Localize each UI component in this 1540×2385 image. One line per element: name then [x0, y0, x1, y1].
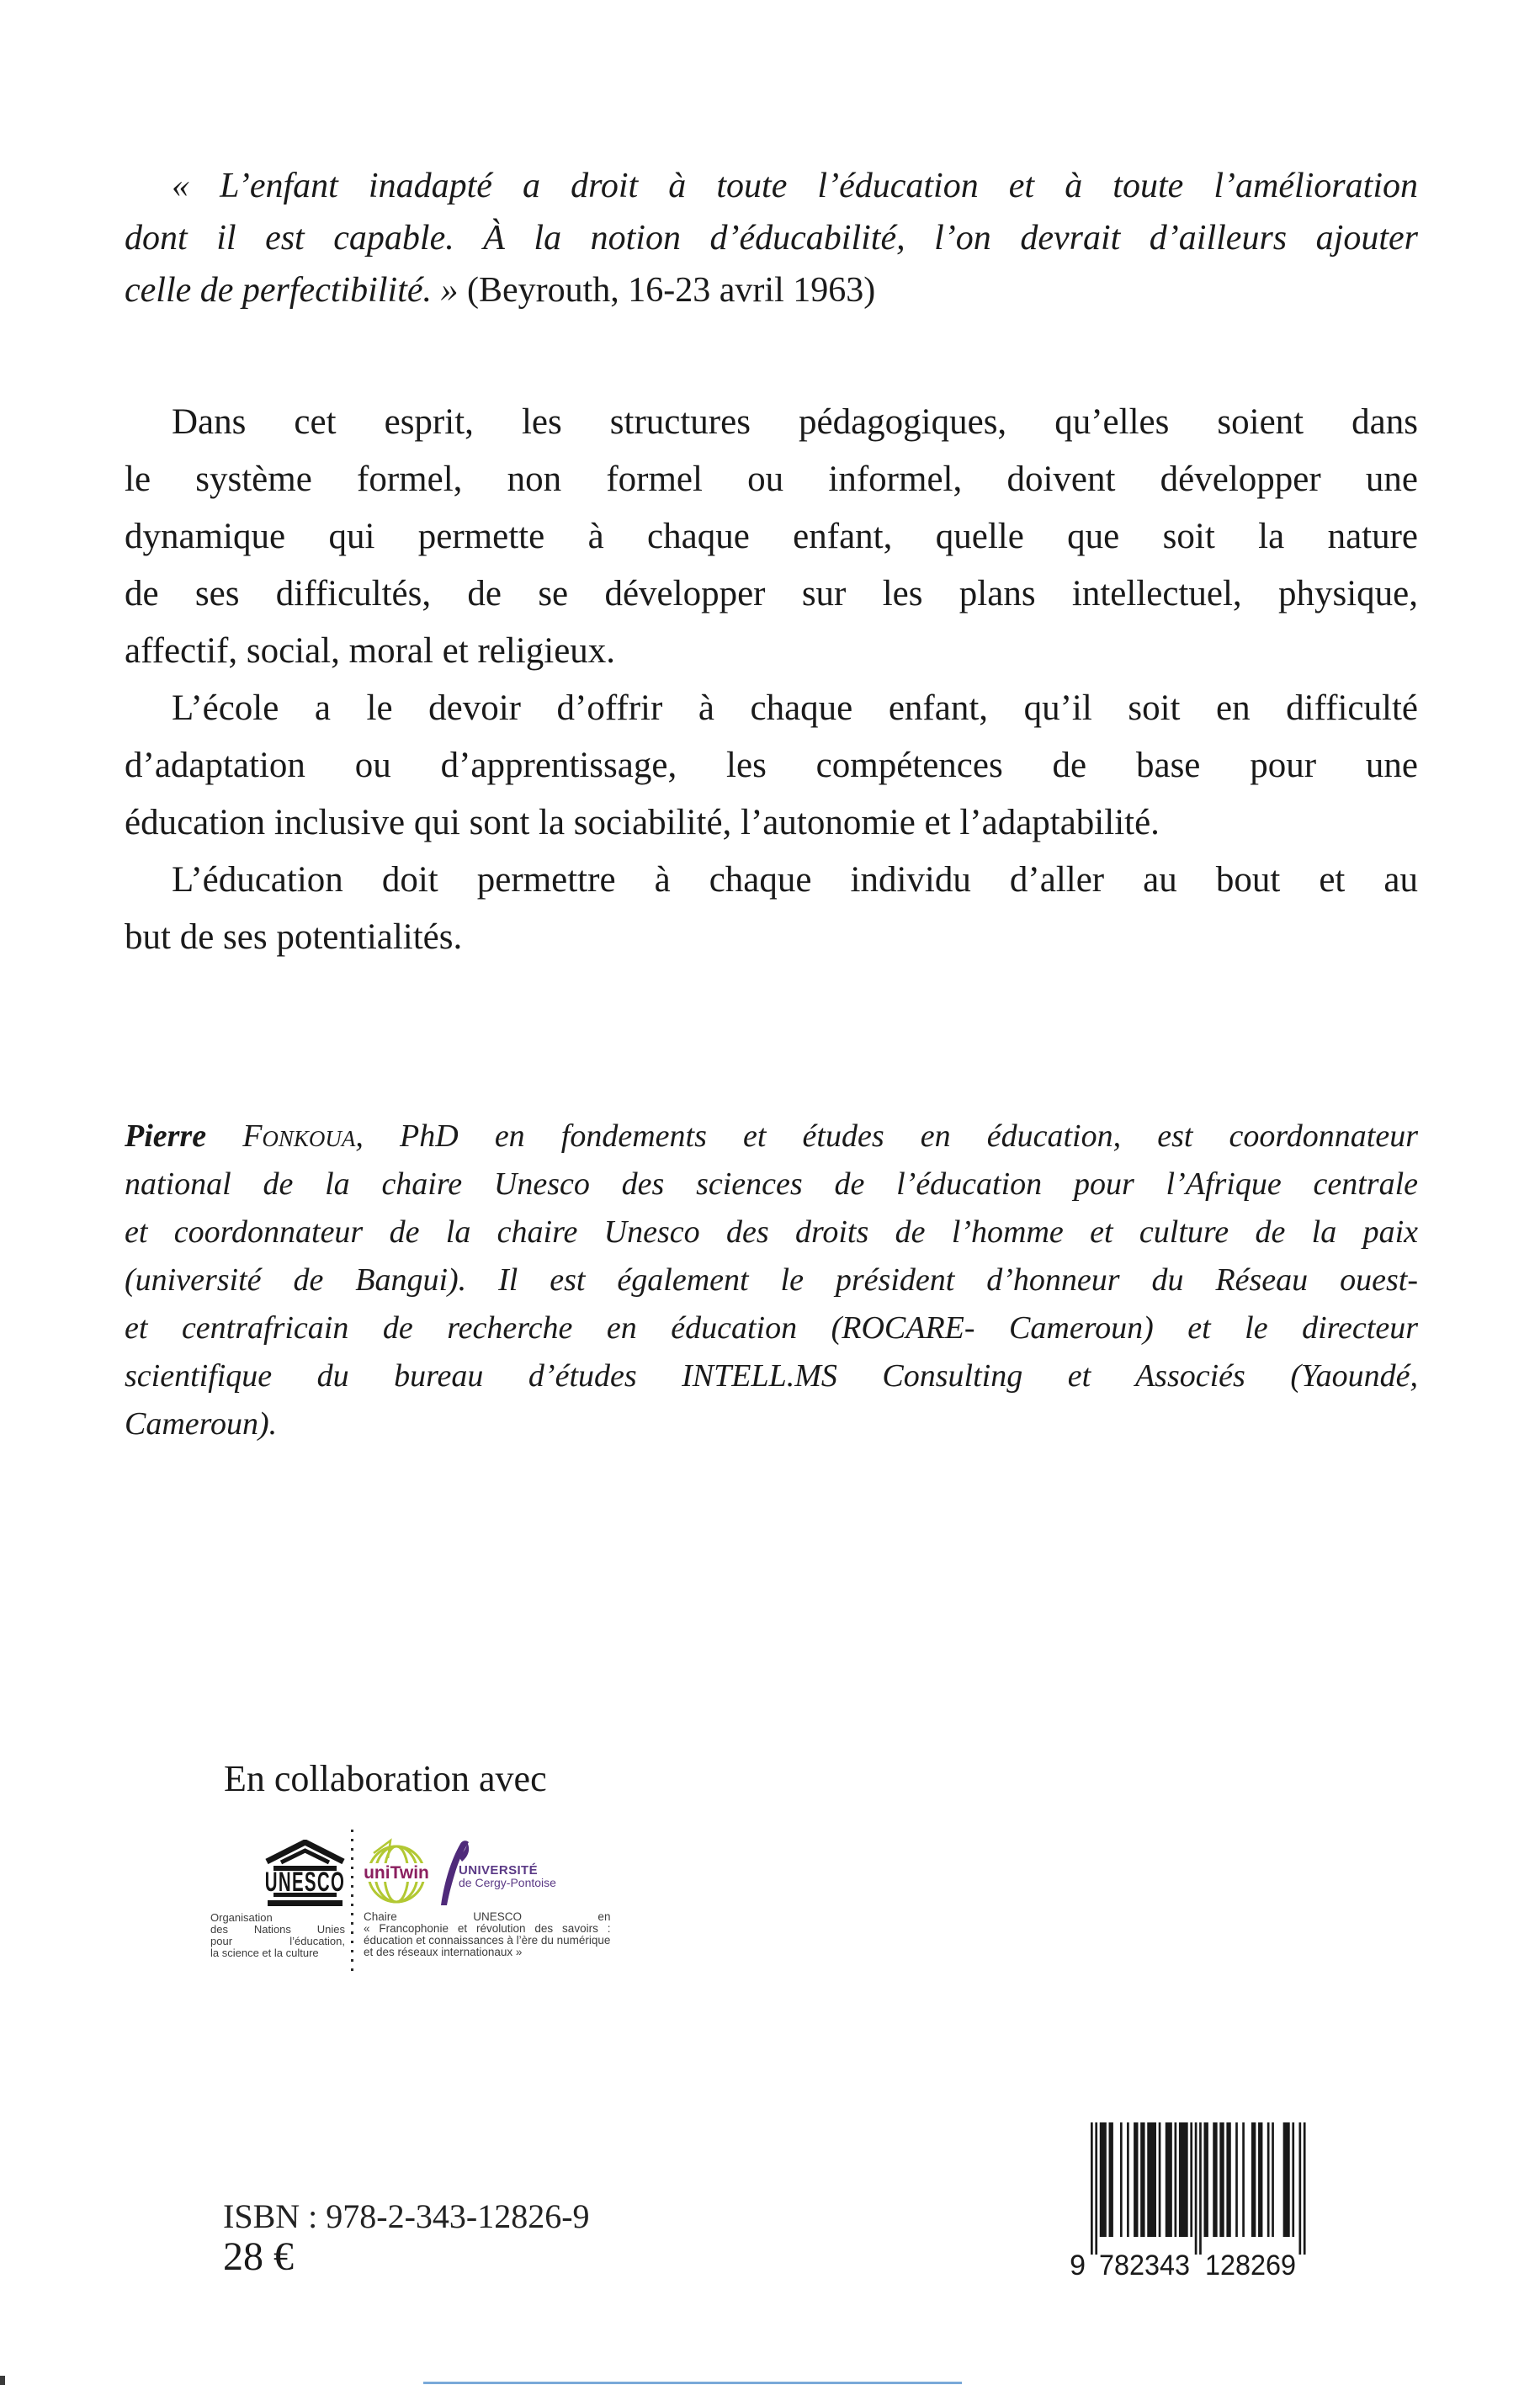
svg-text:9: 9	[1070, 2250, 1086, 2281]
text-line: « Francophonie et révolution des savoirs :	[364, 1922, 611, 1935]
unesco-wordmark: UNESCO	[264, 1866, 346, 1898]
text-line: des Nations Unies	[210, 1923, 345, 1936]
ean13-barcode	[1059, 2122, 1311, 2282]
text-line: le système formel, non formel ou informel, doivent développer une	[125, 459, 1418, 499]
text-line: but de ses potentialités.	[125, 917, 463, 957]
text-line: scientifique du bureau d’études INTELL.MS Consulting et Associés (Yaoundé,	[125, 1358, 1418, 1394]
text-line: de ses difficultés, de se développer sur les plans intellectuel, physique,	[125, 574, 1418, 614]
scan-artifact-bottom-line	[423, 2382, 962, 2384]
unesco-logo	[263, 1840, 347, 1907]
text-line: Cameroun).	[125, 1406, 278, 1442]
unesco-chair-caption	[364, 1911, 610, 1958]
text-line: Pierre Fonkoua, PhD en fondements et études en éducation, est coordonnateur	[125, 1118, 1419, 1154]
text-line: (université de Bangui). Il est également le président d’honneur du Réseau ouest-	[125, 1262, 1418, 1298]
cergy-line1: UNIVERSITÉ	[459, 1863, 539, 1878]
text-line: d’adaptation ou d’apprentissage, les compétences de base pour une	[125, 746, 1418, 785]
scan-artifact-corner	[0, 2376, 5, 2385]
text-line: Chaire UNESCO en	[364, 1910, 611, 1923]
text-line: éducation inclusive qui sont la sociabilité, l’autonomie et l’adaptabilité.	[125, 803, 1160, 842]
text-line: L’école a le devoir d’offrir à chaque enfant, qu’il soit en difficulté	[172, 688, 1418, 728]
text-line: celle de perfectibilité. » (Beyrouth, 16-23 avril 1963)	[125, 271, 876, 310]
price-label: 28 €	[223, 2234, 294, 2279]
text-line: et des réseaux internationaux »	[364, 1946, 523, 1958]
text-line: la science et la culture	[210, 1947, 319, 1959]
text-line: et coordonnateur de la chaire Unesco des droits de l’homme et culture de la paix	[125, 1214, 1418, 1250]
text-line: et centrafricain de recherche en éducation (ROCARE- Cameroun) et le directeur	[125, 1310, 1418, 1346]
text-line: national de la chaire Unesco des sciences de l’éducation pour l’Afrique centrale	[125, 1166, 1418, 1202]
author-bio	[125, 1113, 1418, 1448]
cergy-line2: de Cergy-Pontoise	[459, 1876, 556, 1889]
svg-text:782343: 782343	[1099, 2250, 1190, 2281]
text-line: affectif, social, moral et religieux.	[125, 631, 616, 671]
dotted-divider	[351, 1830, 353, 1978]
unesco-caption	[210, 1912, 345, 1959]
text-line: dynamique qui permette à chaque enfant, quelle que soit la nature	[125, 517, 1418, 556]
text-line: Dans cet esprit, les structures pédagogiques, qu’elles soient dans	[172, 402, 1418, 442]
collaboration-label: En collaboration avec	[224, 1758, 547, 1799]
text-line: L’éducation doit permettre à chaque individu d’aller au bout et au	[172, 860, 1418, 900]
body-paragraphs	[125, 394, 1418, 966]
text-line: éducation et connaissances à l’ère du numérique	[364, 1934, 611, 1947]
text-line: Organisation	[210, 1911, 273, 1924]
unitwin-logo	[362, 1838, 431, 1907]
text-line: pour l’éducation,	[210, 1935, 345, 1947]
text-line: dont il est capable. À la notion d’éducabilité, l’on devrait d’ailleurs ajouter	[125, 219, 1418, 258]
text-line: « L’enfant inadapté a droit à toute l’éducation et à toute l’amélioration	[172, 167, 1418, 205]
svg-text:128269: 128269	[1205, 2250, 1296, 2281]
cergy-pontoise-text	[459, 1864, 556, 1889]
isbn-label: ISBN : 978-2-343-12826-9	[223, 2197, 590, 2235]
unitwin-wordmark: uniTwin	[364, 1863, 429, 1883]
quote-paragraph	[125, 160, 1418, 316]
